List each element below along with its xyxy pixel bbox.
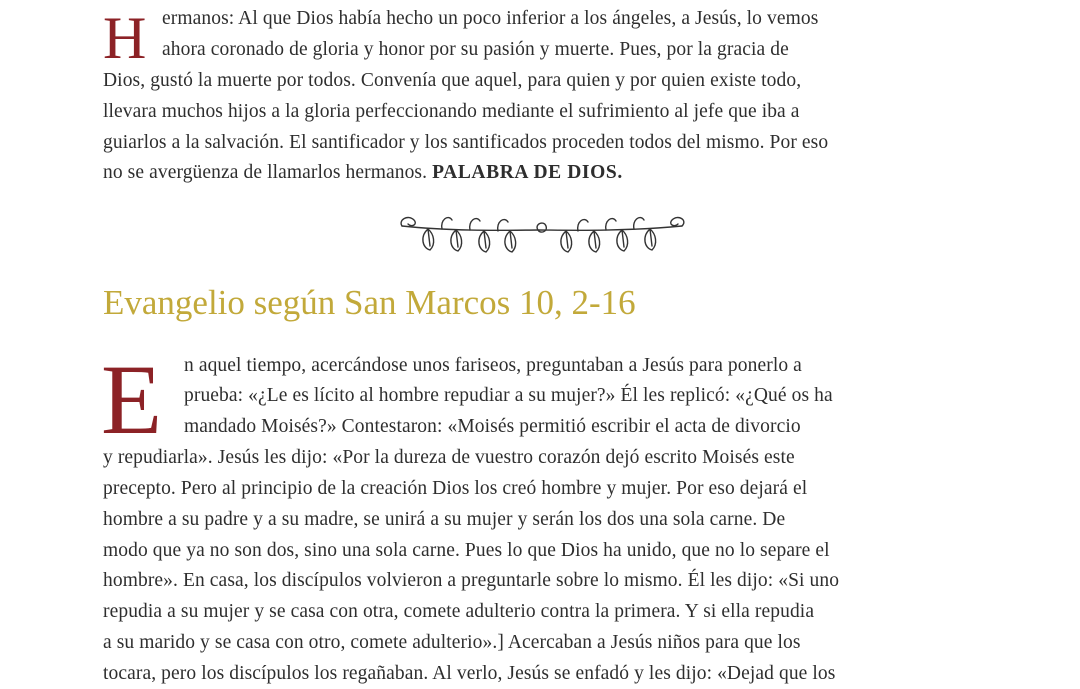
- reading-line: no se avergüenza de llamarlos hermanos.: [103, 162, 428, 183]
- gospel-line: mandado Moisés?» Contestaron: «Moisés permitió escribir el acta de divorcio: [184, 416, 801, 437]
- reading-line: ermanos: Al que Dios había hecho un poco inferior a los ángeles, a Jesús, lo vemos: [162, 8, 819, 29]
- palabra-de-dios-label: PALABRA DE DIOS.: [432, 162, 623, 183]
- gospel-line: hombre». En casa, los discípulos volvieron a preguntarle sobre lo mismo. Él les dijo: «Si uno: [103, 570, 840, 591]
- gospel-line: y repudiarla». Jesús les dijo: «Por la dureza de vuestro corazón dejó escrito Moisés este: [103, 447, 795, 468]
- reading-dropcap: H: [103, 5, 147, 71]
- gospel-dropcap: E: [101, 344, 163, 455]
- gospel-line: repudia a su mujer y se casa con otra, comete adulterio contra la primera. Y si ella repudia: [103, 601, 815, 622]
- gospel-line: n aquel tiempo, acercándose unos fariseos, preguntaban a Jesús para ponerlo a: [184, 355, 802, 376]
- gospel-line: prueba: «¿Le es lícito al hombre repudiar a su mujer?» Él les replicó: «¿Qué os ha: [184, 385, 833, 406]
- gospel-line: hombre a su padre y a su madre, se unirá a su mujer y serán los dos una sola carne. De: [103, 509, 786, 530]
- reading-line: Dios, gustó la muerte por todos. Convenía que aquel, para quien y por quien existe todo,: [103, 70, 802, 91]
- reading-line: llevara muchos hijos a la gloria perfeccionando mediante el sufrimiento al jefe que iba a: [103, 101, 800, 122]
- reading-line-last: [103, 157, 623, 188]
- gospel-line: modo que ya no son dos, sino una sola carne. Pues lo que Dios ha unido, que no lo separe el: [103, 540, 830, 561]
- reading-line: ahora coronado de gloria y honor por su pasión y muerte. Pues, por la gracia de: [162, 39, 789, 60]
- gospel-line: a su marido y se casa con otro, comete adulterio».] Acercaban a Jesús niños para que los: [103, 632, 801, 653]
- gospel-line: tocara, pero los discípulos los regañaban. Al verlo, Jesús se enfadó y les dijo: «Dejad que los: [103, 663, 836, 684]
- reading-line: guiarlos a la salvación. El santificador y los santificados proceden todos del mismo. Por eso: [103, 132, 829, 153]
- gospel-title: Evangelio según San Marcos 10, 2-16: [103, 283, 636, 322]
- gospel-line: precepto. Pero al principio de la creación Dios los creó hombre y mujer. Por eso dejará el: [103, 478, 808, 499]
- floral-vine-divider-icon: [398, 206, 688, 256]
